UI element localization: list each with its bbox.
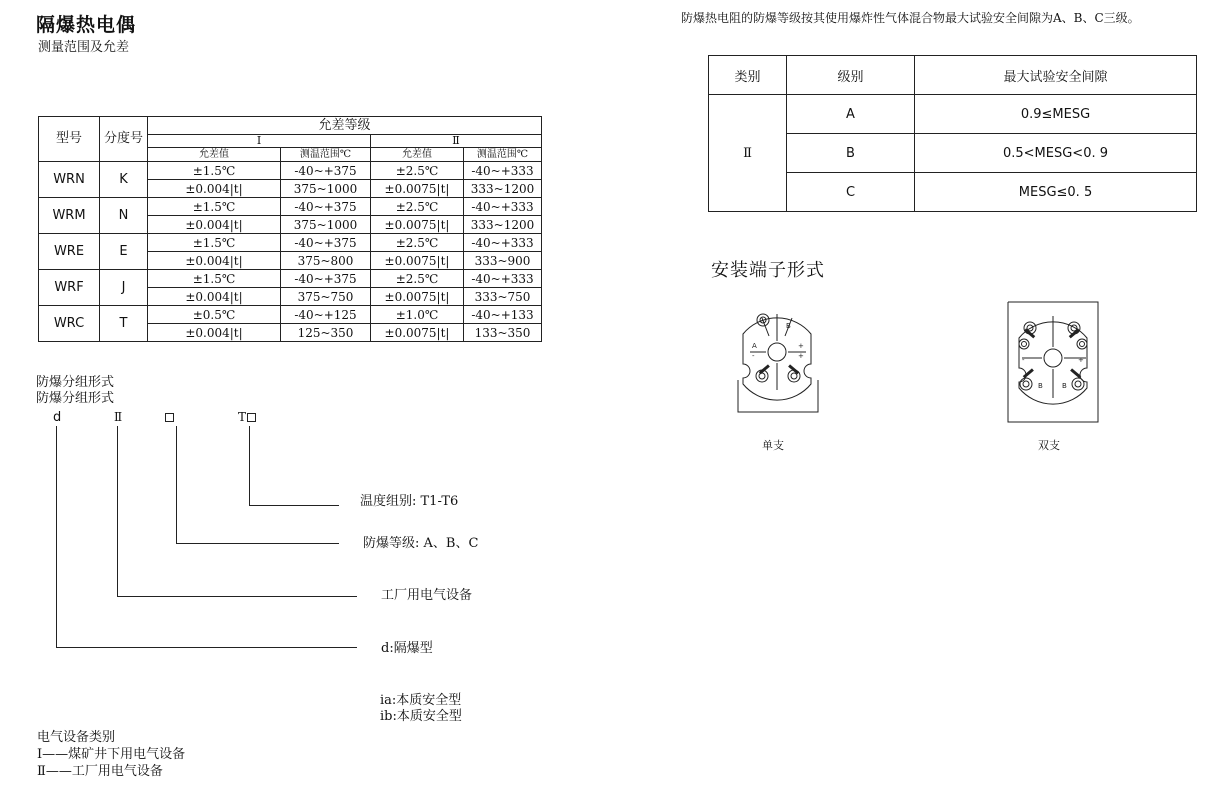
grade-cell: C — [787, 173, 915, 212]
header-grade-2: Ⅱ — [371, 135, 542, 148]
category-1: Ⅰ——煤矿井下用电气设备 — [37, 747, 186, 762]
category-heading: 电气设备类别 — [37, 730, 116, 745]
cell-value: ±0.004|t| — [148, 180, 281, 198]
cell-value: ±2.5℃ — [371, 234, 464, 252]
mark-b-left: B — [1038, 382, 1043, 390]
row-index: N — [100, 198, 148, 234]
cell-value: ±0.004|t| — [148, 252, 281, 270]
label-ib: ib:本质安全型 — [380, 709, 462, 724]
header-tol-1: 允差值 — [148, 148, 281, 162]
row-model: WRM — [39, 198, 100, 234]
cell-value: -40~+125 — [281, 306, 371, 324]
caption-single: 单支 — [762, 439, 784, 452]
mark-b: B — [786, 322, 791, 330]
code-d: d — [53, 410, 62, 425]
mark-minus: - — [752, 352, 755, 360]
cell-value: ±0.5℃ — [148, 306, 281, 324]
code-ii: Ⅱ — [114, 410, 123, 424]
cell-value: ±2.5℃ — [371, 198, 464, 216]
header-tol-2: 允差值 — [371, 148, 464, 162]
terminal-heading: 安装端子形式 — [711, 260, 825, 281]
gap-cell: 0.9≤MESG — [915, 95, 1197, 134]
header-gap: 最大试验安全间隙 — [915, 56, 1197, 95]
row-model: WRN — [39, 162, 100, 198]
cell-value: -40~+375 — [281, 270, 371, 288]
cell-value: 333~900 — [464, 252, 542, 270]
header-tolerance-grade: 允差等级 — [148, 117, 542, 135]
cell-value: -40~+375 — [281, 162, 371, 180]
mark-a: A — [752, 342, 757, 350]
code-t: T — [238, 410, 247, 424]
cell-value: ±0.0075|t| — [371, 180, 464, 198]
gap-table — [708, 55, 1197, 212]
cell-value: -40~+133 — [464, 306, 542, 324]
cell-value: 333~1200 — [464, 216, 542, 234]
intro-text: 防爆热电阻的防爆等级按其使用爆炸性气体混合物最大试验安全间隙为A、B、C三级。 — [681, 11, 1140, 25]
cell-value: 375~800 — [281, 252, 371, 270]
cell-value: ±0.004|t| — [148, 324, 281, 342]
cell-value: ±1.5℃ — [148, 234, 281, 252]
header-grade: 级别 — [787, 56, 915, 95]
cell-value: 375~1000 — [281, 216, 371, 234]
cell-value: ±1.5℃ — [148, 270, 281, 288]
cell-value: ±1.5℃ — [148, 162, 281, 180]
group-heading-1: 防爆分组形式 — [36, 375, 115, 390]
cell-value: ±0.0075|t| — [371, 288, 464, 306]
cell-value: ±1.5℃ — [148, 198, 281, 216]
header-index: 分度号 — [100, 117, 148, 162]
cell-value: ±2.5℃ — [371, 162, 464, 180]
header-model: 型号 — [39, 117, 100, 162]
factory-line-horizontal — [117, 596, 357, 597]
page-title: 隔爆热电偶 — [36, 14, 137, 36]
label-temp-group: 温度组别: T1-T6 — [360, 494, 459, 509]
row-index: T — [100, 306, 148, 342]
grade-line-horizontal — [176, 543, 339, 544]
single-terminal-diagram — [722, 292, 834, 416]
header-range-2: 测温范围℃ — [464, 148, 542, 162]
temp-group-line-vertical — [249, 426, 250, 506]
mark-plus: + — [1078, 356, 1084, 364]
cell-value: -40~+333 — [464, 198, 542, 216]
mark-minus: - — [1022, 356, 1025, 364]
grade-line-vertical — [176, 426, 177, 544]
cell-value: 375~1000 — [281, 180, 371, 198]
grade-cell: B — [787, 134, 915, 173]
cell-value: -40~+375 — [281, 234, 371, 252]
tolerance-table — [38, 116, 542, 342]
cell-value: 375~750 — [281, 288, 371, 306]
cell-value: ±2.5℃ — [371, 270, 464, 288]
cell-value: -40~+375 — [281, 198, 371, 216]
double-terminal-diagram — [998, 292, 1110, 428]
label-grade: 防爆等级: A、B、C — [363, 536, 479, 551]
cell-value: -40~+333 — [464, 162, 542, 180]
row-index: K — [100, 162, 148, 198]
factory-line-vertical — [117, 426, 118, 597]
cell-value: ±0.004|t| — [148, 288, 281, 306]
row-index: J — [100, 270, 148, 306]
grade-cell: A — [787, 95, 915, 134]
mark-b-right: B — [1062, 382, 1067, 390]
caption-double: 双支 — [1038, 439, 1060, 452]
header-grade-1: Ⅰ — [148, 135, 371, 148]
flameproof-line-horizontal — [56, 647, 357, 648]
temp-group-line-horizontal — [249, 505, 339, 506]
cell-value: 333~750 — [464, 288, 542, 306]
row-model: WRC — [39, 306, 100, 342]
cell-value: -40~+333 — [464, 234, 542, 252]
group-heading-2: 防爆分组形式 — [36, 391, 115, 406]
row-model: WRF — [39, 270, 100, 306]
category-2: Ⅱ——工厂用电气设备 — [37, 764, 163, 779]
temp-placeholder-box — [247, 413, 256, 422]
cell-value: -40~+333 — [464, 270, 542, 288]
header-range-1: 测温范围℃ — [281, 148, 371, 162]
label-flameproof: d:隔爆型 — [381, 641, 433, 656]
gap-cell: 0.5<MESG<0. 9 — [915, 134, 1197, 173]
page-subtitle: 测量范围及允差 — [38, 40, 130, 55]
gap-cell: MESG≤0. 5 — [915, 173, 1197, 212]
label-factory: 工厂用电气设备 — [381, 588, 473, 603]
cell-value: ±0.0075|t| — [371, 216, 464, 234]
cell-value: ±0.0075|t| — [371, 324, 464, 342]
cell-value: ±1.0℃ — [371, 306, 464, 324]
cell-value: 333~1200 — [464, 180, 542, 198]
header-category: 类别 — [709, 56, 787, 95]
grade-placeholder-box — [165, 413, 174, 422]
cell-value: 125~350 — [281, 324, 371, 342]
category-cell: Ⅱ — [709, 95, 787, 212]
cell-value: ±0.0075|t| — [371, 252, 464, 270]
row-model: WRE — [39, 234, 100, 270]
row-index: E — [100, 234, 148, 270]
mark-plus-2: + — [798, 352, 804, 360]
flameproof-line-vertical — [56, 426, 57, 648]
label-ia: ia:本质安全型 — [380, 693, 462, 708]
mark-plus: + — [798, 342, 804, 350]
cell-value: ±0.004|t| — [148, 216, 281, 234]
cell-value: 133~350 — [464, 324, 542, 342]
